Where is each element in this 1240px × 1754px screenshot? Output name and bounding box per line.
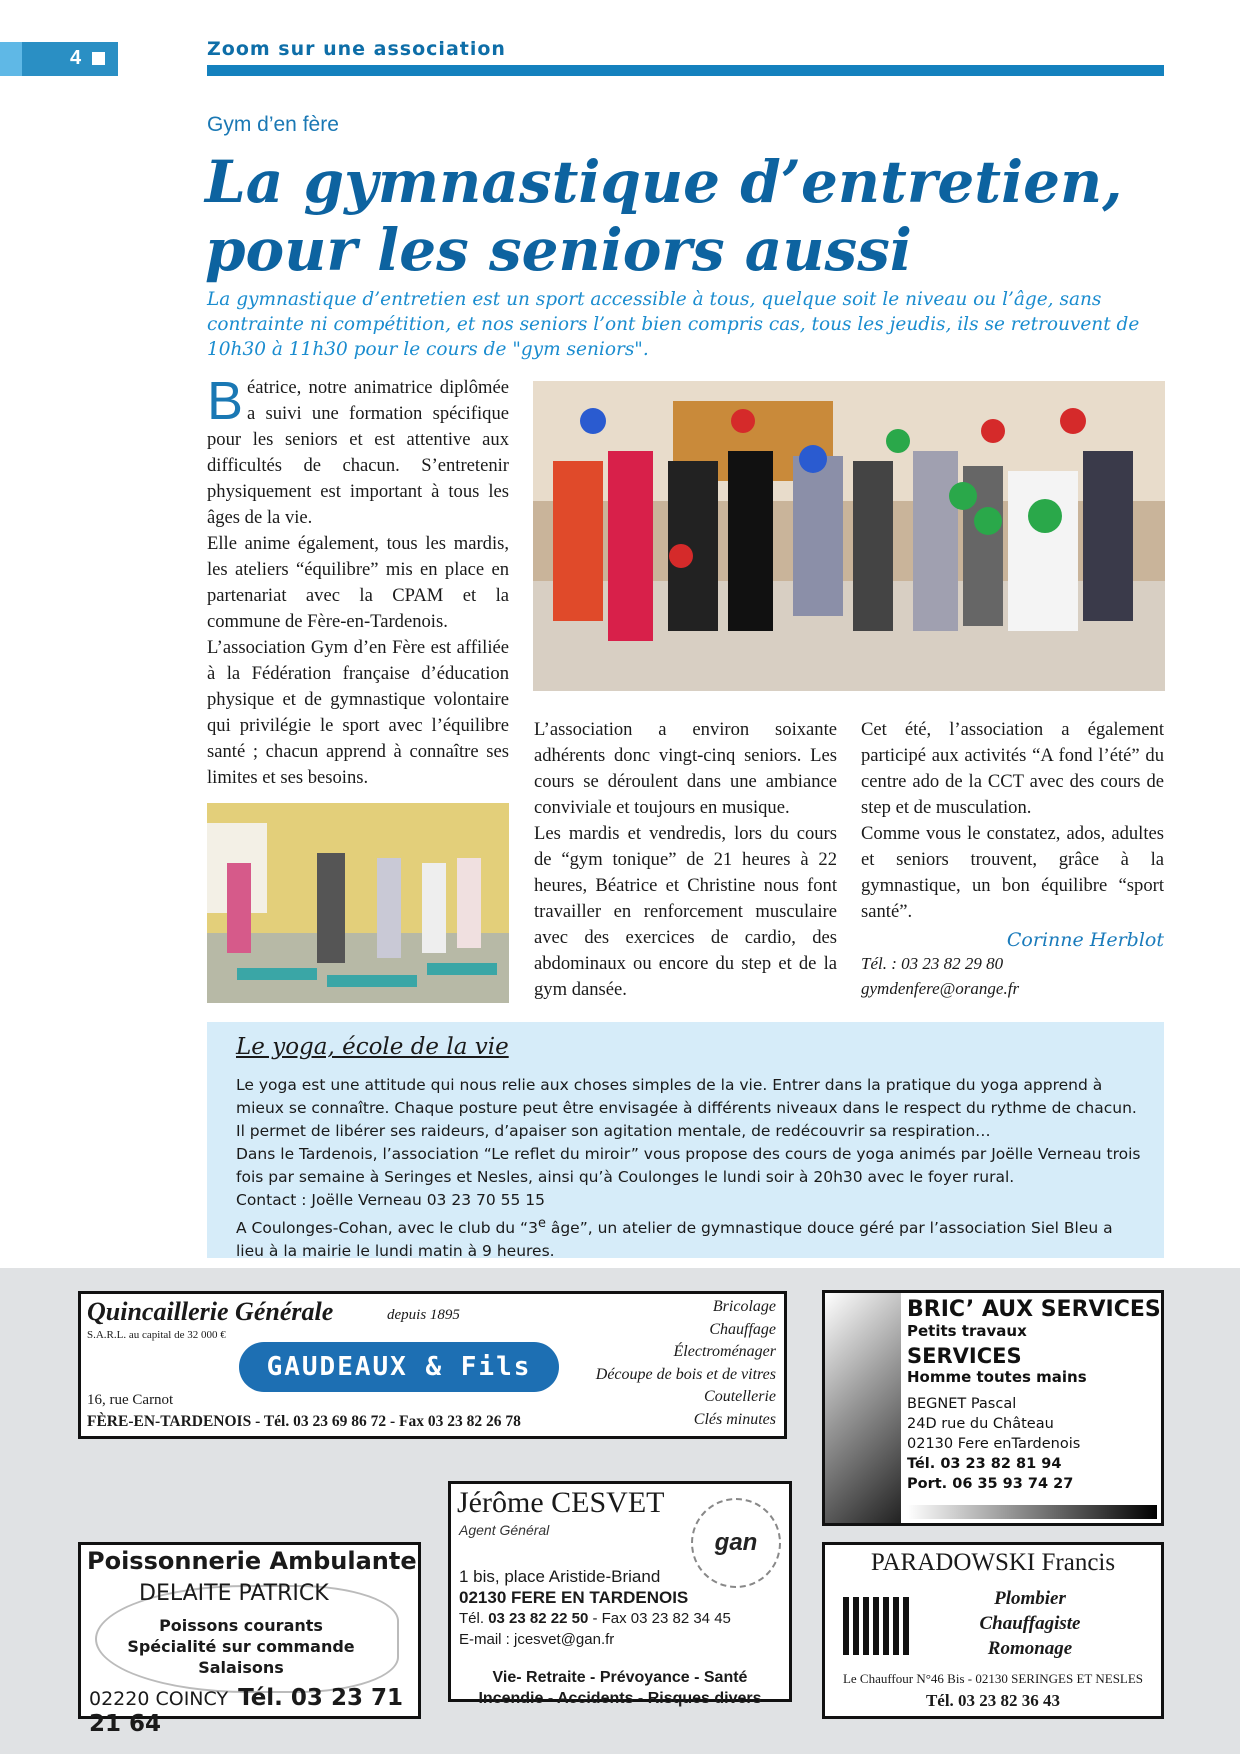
main-photo [533, 381, 1165, 691]
jerome-address-2: 02130 FERE EN TARDENOIS [459, 1588, 689, 1607]
col3-paragraph-2: Comme vous le constatez, ados, adultes et seniors trouvent, grâce à la gymnastique, un bon équilibre “sport santé”. [861, 823, 1164, 922]
parad-service: Plombier [994, 1588, 1066, 1609]
headline-line-2: pour les seniors aussi [205, 216, 912, 284]
jerome-tel-label: Tél. [459, 1610, 489, 1627]
article-lede: La gymnastique d’entretien est un sport accessible à tous, quelque soit le niveau ou l’âge, sans contrainte ni compétition, et nos seniors l’ont bien compris cas, tous les jeudis, ils se retrouvent de 10h30 à 11h30 pour le cours de "gym seniors". [207, 289, 1140, 360]
bric-services: SERVICES [907, 1344, 1022, 1368]
bric-subtitle: Petits travaux [907, 1322, 1027, 1340]
bric-port: Port. 06 35 93 74 27 [907, 1476, 1074, 1492]
article-kicker: Gym d’en fère [207, 113, 339, 136]
contact-email[interactable]: gymdenfere@orange.fr [861, 979, 1020, 998]
parad-service: Chauffagiste [979, 1613, 1081, 1634]
quinc-service: Coutellerie [704, 1388, 776, 1405]
yoga-p4-sup: e [537, 1216, 546, 1231]
yoga-box [207, 1022, 1164, 1261]
jerome-email[interactable]: E-mail : jcesvet@gan.fr [459, 1631, 615, 1648]
article-column-1 [207, 371, 509, 791]
yoga-paragraph-1: Le yoga est une attitude qui nous relie aux choses simples de la vie. Entrer dans la pratique du yoga apprend à mieux se connaître. Chaque posture peut être envisagée à différents niveaux dans le respect du rythme de chacun. Il permet de libérer ses raideurs, d’apaiser son agitation mentale, de redécouvrir sa respiration… [236, 1076, 1137, 1140]
section-title: Zoom sur une association [207, 38, 506, 60]
col1-paragraph-3: L’association Gym d’en Fère est affiliée à la Fédération française d’éducation physique et de gymnastique volontaire qui privilégie le sport avec l’équilibre santé ; chacun apprend à connaître ses limites et ses besoins. [207, 637, 509, 788]
quinc-service: Clés minutes [693, 1410, 776, 1428]
poiss-line-2: Spécialité sur commande [127, 1637, 355, 1656]
quinc-service: Bricolage [712, 1298, 776, 1315]
headline-line-1: La gymnastique d’entretien, [205, 148, 1123, 216]
jerome-services [451, 1667, 789, 1709]
poiss-line-3: Salaisons [198, 1658, 284, 1677]
quinc-since: depuis 1895 [387, 1307, 460, 1323]
author-signature: Corinne Herblot [1006, 929, 1164, 951]
yoga-paragraph-3: Contact : Joëlle Verneau 03 23 70 55 15 [236, 1191, 546, 1209]
jerome-services-line-1: Vie- Retraite - Prévoyance - Santé [492, 1669, 748, 1686]
quinc-name: Quincaillerie Générale [87, 1297, 334, 1326]
parad-service: Romonage [987, 1638, 1073, 1659]
quinc-service: Électroménager [673, 1343, 776, 1360]
jerome-fax: - Fax 03 23 82 34 45 [588, 1610, 731, 1627]
poiss-title: Poissonnerie Ambulante [87, 1547, 417, 1575]
article-headline [205, 148, 1165, 284]
bric-tagline: Homme toutes mains [907, 1368, 1087, 1386]
jerome-tel: 03 23 82 22 50 [488, 1610, 589, 1627]
gan-logo-icon: gan [691, 1498, 781, 1588]
gaudeaux-logo: GAUDEAUX & Fils [239, 1342, 559, 1392]
quinc-services [596, 1296, 776, 1431]
poiss-line-1: Poissons courants [159, 1616, 323, 1635]
plumber-logo-icon [843, 1597, 911, 1655]
poiss-city: 02220 COINCY [89, 1688, 229, 1710]
jerome-role: Agent Général [459, 1522, 550, 1538]
jerome-name: Jérôme CESVET [457, 1486, 665, 1519]
people [553, 451, 1133, 641]
jerome-services-line-2: Incendie - Accidents - Risques divers [478, 1690, 762, 1707]
step-class-photo [207, 803, 509, 1003]
bric-gradient-bar [907, 1505, 1157, 1519]
col2-paragraph-1: L’association a environ soixante adhérents donc vingt-cinq seniors. Les cours se déroulent dans une ambiance conviviale et toujours en musique. [534, 719, 837, 818]
col2-paragraph-2: Les mardis et vendredis, lors du cours de “gym tonique” de 21 heures à 22 heures, Béatrice et Christine nous font travailler en renforcement musculaire avec des exercices de cardio, des abdominaux ou encore du step et de la gym dansée. [534, 823, 837, 1000]
parad-address: Le Chauffour N°46 Bis - 02130 SERINGES ET NESLES [842, 1671, 1144, 1686]
jerome-phone [459, 1608, 731, 1629]
yoga-title: Le yoga, école de la vie [236, 1034, 509, 1060]
yoga-text [236, 1074, 1141, 1263]
quinc-service: Chauffage [709, 1320, 776, 1338]
yoga-paragraph-2: Dans le Tardenois, l’association “Le reflet du miroir” vous propose des cours de yoga animés par Joëlle Verneau trois fois par semaine à Seringes et Nesles, ainsi qu’à Coulonges le lundi soir à 20h30 avec le foyer rural. [236, 1145, 1141, 1186]
ad-jerome-cesvet [448, 1481, 792, 1707]
ad-poissonnerie [78, 1542, 421, 1737]
page-tab-strip [0, 42, 22, 76]
poiss-offers [121, 1615, 361, 1678]
article-column-2 [534, 717, 837, 1003]
parad-tel: Tél. 03 23 82 36 43 [925, 1691, 1061, 1710]
ad-paradowski [822, 1542, 1164, 1719]
bric-name: BEGNET Pascal [907, 1396, 1017, 1412]
article-column-3 [861, 717, 1164, 1001]
poiss-name: DELAITE PATRICK [139, 1581, 329, 1606]
bric-title: BRIC’ AUX SERVICES [907, 1297, 1161, 1322]
col3-paragraph-1: Cet été, l’association a également participé aux activités “A fond l’été” du centre ado de la CCT avec des cours de step et de musculation. [861, 719, 1164, 818]
quinc-address: 16, rue Carnot [87, 1392, 174, 1408]
bric-street: 24D rue du Château [907, 1416, 1054, 1432]
ad-quincaillerie [78, 1291, 787, 1439]
page-square-icon [92, 52, 105, 65]
ad-bric-aux-services [822, 1290, 1164, 1526]
jerome-contact [459, 1566, 731, 1650]
yoga-p4-end: âge”, un atelier de gymnastique douce géré par l’association Siel Bleu a lieu à la mairie le lundi matin à 9 heures. [236, 1219, 1113, 1261]
poiss-footer [89, 1685, 418, 1737]
quinc-sarl: S.A.R.L. au capital de 32 000 € [87, 1329, 226, 1341]
page-number: 4 [70, 47, 82, 69]
bric-text [907, 1297, 1161, 1494]
contact-tel: Tél. : 03 23 82 29 80 [861, 954, 1004, 973]
parad-services [935, 1586, 1125, 1661]
col1-paragraph-1: éatrice, notre animatrice diplômée a suivi une formation spécifique pour les seniors et est attentive aux difficultés de chacun. S’entretenir physiquement est important à tous les âges de la vie. [207, 377, 509, 528]
page-number-tab [0, 42, 118, 76]
poiss-tel: Tél. 03 23 71 21 64 [89, 1685, 403, 1737]
col1-paragraph-2: Elle anime également, tous les mardis, les ateliers “équilibre” mis en place en partenariat avec la CPAM et la commune de Fère-en-Tardenois. [207, 533, 509, 632]
bric-tel: Tél. 03 23 82 81 94 [907, 1456, 1062, 1472]
jerome-address-1: 1 bis, place Aristide-Briand [459, 1567, 661, 1586]
drop-cap: B [207, 371, 244, 431]
bric-gradient [825, 1293, 901, 1523]
quinc-service: Découpe de bois et de vitres [595, 1365, 776, 1383]
header-rule [207, 65, 1164, 76]
quinc-city-line: FÈRE-EN-TARDENOIS - Tél. 03 23 69 86 72 - Fax 03 23 82 26 78 [87, 1413, 521, 1430]
yoga-paragraph-4 [236, 1212, 1141, 1263]
bric-city: 02130 Fere enTardenois [907, 1436, 1081, 1452]
yoga-p4-start: A Coulonges-Cohan, avec le club du “3 [236, 1219, 538, 1238]
parad-name: PARADOWSKI Francis [870, 1549, 1116, 1576]
